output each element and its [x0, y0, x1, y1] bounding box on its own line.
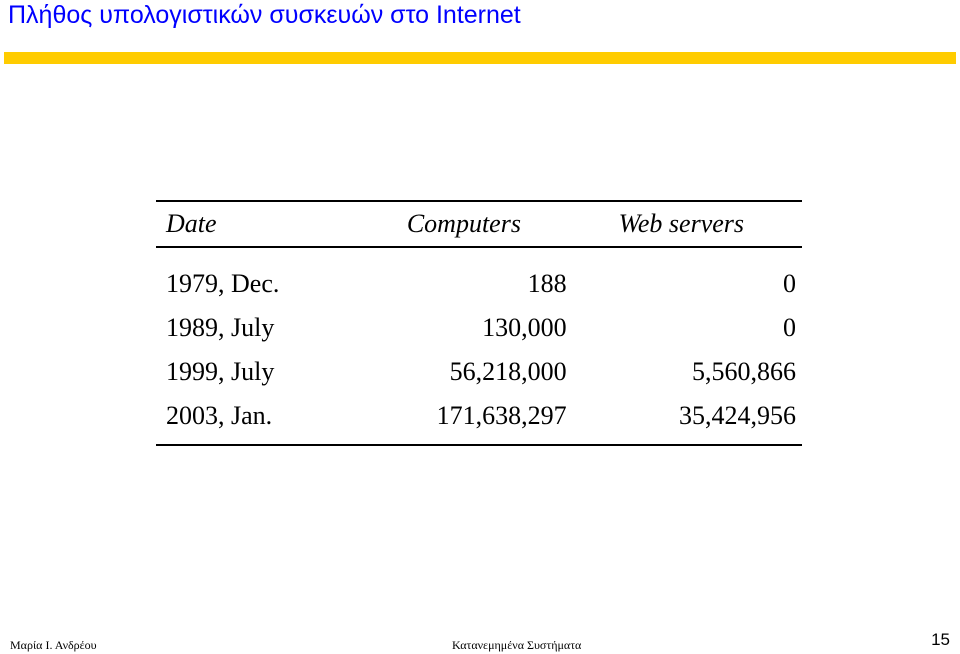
header-web-servers: Web servers [618, 209, 745, 238]
cell-computers: 171,638,297 [436, 401, 567, 430]
cell-date: 1999, July [166, 357, 275, 386]
footer-course: Κατανεμημένα Συστήματα [452, 638, 582, 652]
cell-computers: 188 [527, 269, 567, 298]
table-row [156, 247, 802, 306]
table-row [156, 394, 802, 445]
cell-web-servers: 0 [783, 313, 796, 342]
table-row [156, 306, 802, 350]
footer-author: Μαρία Ι. Ανδρέου [10, 638, 97, 652]
table-header-row [156, 201, 802, 247]
header-date: Date [166, 209, 217, 238]
cell-date: 1979, Dec. [166, 269, 280, 298]
cell-web-servers: 0 [783, 269, 796, 298]
cell-web-servers: 5,560,866 [692, 357, 796, 386]
cell-computers: 130,000 [482, 313, 567, 342]
slide-title: Πλήθος υπολογιστικών συσκευών στο Internet [8, 1, 521, 29]
cell-computers: 56,218,000 [449, 357, 567, 386]
cell-web-servers: 35,424,956 [679, 401, 796, 430]
header-computers: Computers [406, 209, 521, 238]
page-number: 15 [931, 630, 950, 649]
table-row [156, 350, 802, 394]
title-underline-bar [4, 52, 956, 64]
cell-date: 2003, Jan. [166, 401, 273, 430]
devices-table [156, 200, 802, 446]
cell-date: 1989, July [166, 313, 275, 342]
